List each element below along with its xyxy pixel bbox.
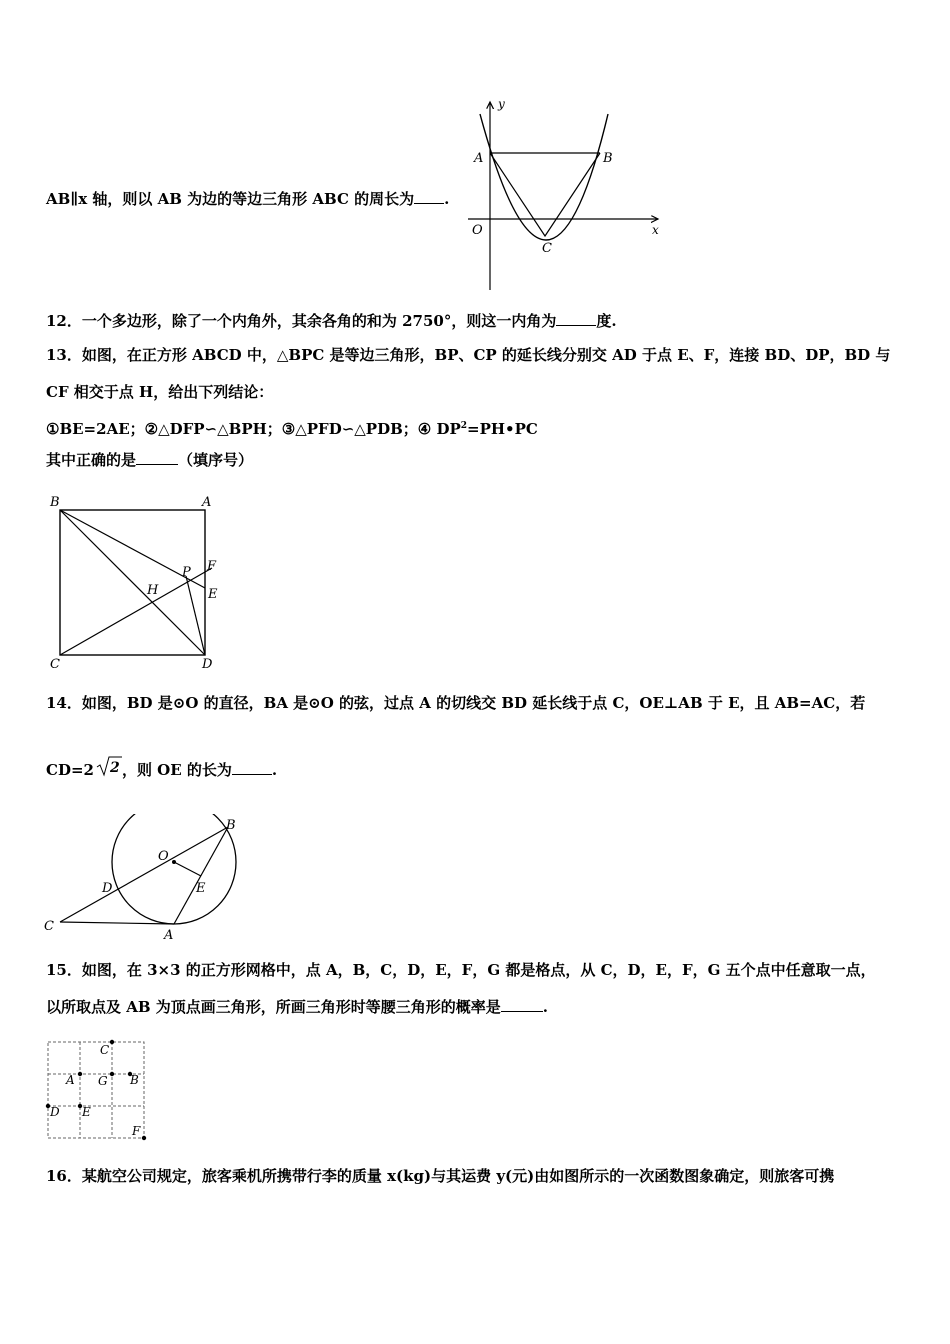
q11-answer-blank (414, 189, 444, 204)
label-a: A (164, 928, 174, 943)
label-f: F (207, 559, 217, 574)
figure-parabola (460, 96, 670, 292)
label-a: A (474, 151, 484, 166)
label-a: A (202, 495, 212, 510)
radical-sign (96, 755, 122, 777)
diagonal-bd (60, 510, 205, 655)
q14-answer-blank (232, 760, 272, 775)
q13-line3: ①BE=2AE；②△DFP∽△BPH；③△PFD∽△PDB；④ $DP^2=PH•PC$ (46, 420, 538, 438)
label-c: C (100, 1043, 110, 1057)
segment-dp (186, 576, 205, 655)
sqrt-symbol (96, 755, 122, 780)
label-e: E (208, 587, 218, 602)
label-e: E (196, 881, 206, 896)
q15-line2: 以所取点及 AB 为顶点画三角形，所画三角形时等腰三角形的概率是 . (46, 998, 548, 1016)
label-b: B (130, 1073, 139, 1087)
label-b: B (226, 818, 236, 833)
figure-grid (44, 1038, 154, 1142)
line-cb (60, 827, 228, 922)
label-x: x (652, 223, 659, 237)
figure-circle (40, 814, 250, 944)
q11-line: AB∥x 轴，则以 AB 为边的等边三角形 ABC 的周长为 . (46, 190, 450, 208)
q13-line4: 其中正确的是 （填序号） (46, 451, 254, 469)
q15-line1: 15．如图，在 3×3 的正方形网格中，点 A，B，C，D，E，F，G 都是格点，从 C，D，E，F，G 五个点中任意取一点， (46, 961, 876, 979)
label-o: O (472, 223, 483, 238)
q14-line1: 14．如图，BD 是⊙O 的直径，BA 是⊙O 的弦，过点 A 的切线交 BD 延长线于点 C，OE⊥AB 于 E，且 AB=AC，若 (46, 694, 866, 712)
label-h: H (147, 583, 159, 598)
q13-line1: 13．如图，在正方形 ABCD 中，△BPC 是等边三角形，BP、CP 的延长线分别交 AD 于点 E、F，连接 BD、DP，BD 与 (46, 346, 891, 364)
label-c: C (50, 657, 60, 672)
label-f: F (132, 1124, 141, 1138)
q11-text: AB∥x 轴，则以 AB 为边的等边三角形 ABC 的周长为 (46, 190, 415, 208)
q12-answer-blank (556, 311, 596, 326)
label-y: y (498, 97, 505, 111)
label-d: D (202, 657, 213, 672)
parabola-curve (480, 114, 608, 240)
label-d: D (102, 881, 113, 896)
label-a: A (66, 1073, 75, 1087)
circle-o (112, 814, 236, 924)
label-g: G (98, 1074, 108, 1088)
grid-lines (48, 1042, 144, 1138)
line-cf (60, 568, 212, 655)
q16-line1: 16．某航空公司规定，旅客乘机所携带行李的质量 x(kg)与其运费 y(元)由如图所示的一次函数图象确定，则旅客可携 (46, 1167, 835, 1185)
label-b: B (50, 495, 60, 510)
q13-line2: CF 相交于点 H，给出下列结论： (46, 383, 274, 401)
figure-square (44, 490, 234, 672)
tangent-ca (60, 922, 174, 924)
label-c: C (542, 241, 552, 256)
label-c: C (44, 919, 54, 934)
label-p: P (182, 565, 191, 580)
q15-answer-blank (501, 997, 543, 1012)
q14-line2: CD=2 2 ，则 OE 的长为 . (46, 755, 277, 780)
label-b: B (603, 151, 613, 166)
q12-line: 12．一个多边形，除了一个内角外，其余各角的和为 2750°，则这一内角为 度. (46, 312, 617, 330)
segment-oe (174, 862, 201, 876)
label-e: E (82, 1105, 91, 1119)
q13-answer-blank (136, 450, 178, 465)
label-d: D (50, 1105, 60, 1119)
center-dot (172, 860, 176, 864)
label-o: O (158, 849, 169, 864)
svg-text:2: 2 (109, 760, 120, 776)
